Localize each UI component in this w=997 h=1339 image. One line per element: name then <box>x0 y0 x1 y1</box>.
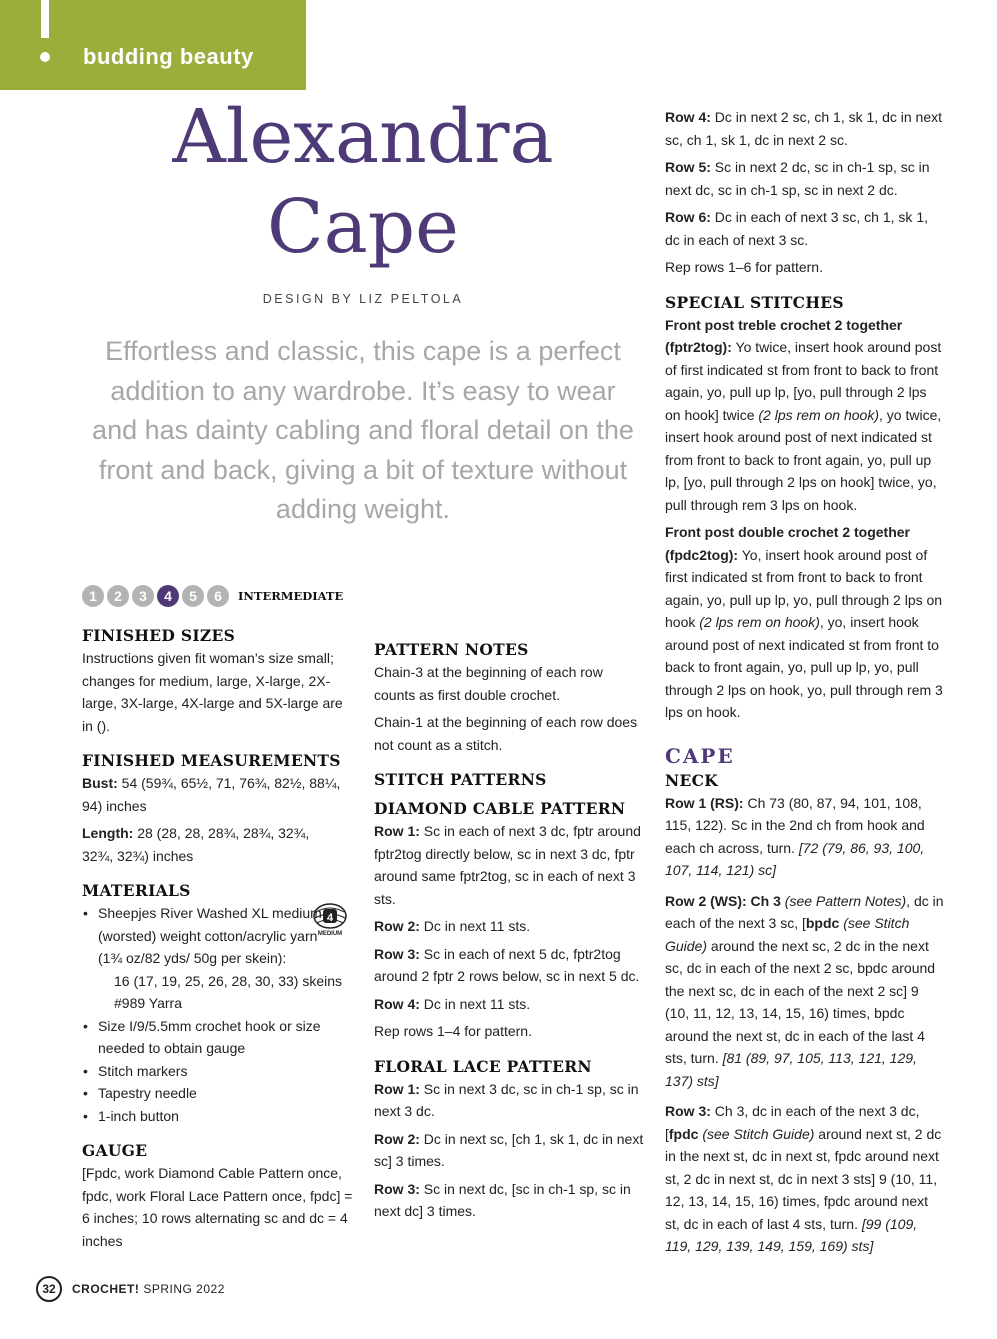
cape-row-1: Row 1 (RS): Ch 73 (80, 87, 94, 101, 108, 115, 122). Sc in the 2nd ch from hook and each ch across, turn. [72 (79, 86, 93, 100, 107, 114, 121) sc] <box>665 794 925 878</box>
fpdc2tog-definition: Front post double crochet 2 together (fpdc2tog): Yo, insert hook around post of first indicated st from front to back to front again, yo, pull up lp, yo, pull through 2 lps on hook (2 lps rem on hook), yo, insert hook around post of next indicated st from front to back to front again, yo, pull up lp, yo, pull through 2 lps on hook, yo, pull through rem 3 lps on hook. <box>665 524 943 720</box>
floral-repeat: Rep rows 1–6 for pattern. <box>665 259 823 275</box>
intro-text: Effortless and classic, this cape is a perfect addition to any wardrobe. It’s easy to wear and has dainty cabling and floral detail on the front and back, giving a bit of texture without adding weight. <box>92 336 634 524</box>
floral-row-3: Row 3: Sc in next dc, [sc in ch-1 sp, sc in next dc] 3 times. <box>374 1180 631 1219</box>
cape-heading: CAPE <box>665 743 735 768</box>
floral-row-5: Row 5: Sc in next 2 dc, sc in ch-1 sp, sc in next dc, sc in ch-1 sp, sc in next 2 dc. <box>665 159 930 198</box>
floral-row-1: Row 1: Sc in next 3 dc, sc in ch-1 sp, sc in next 3 dc. <box>374 1080 639 1119</box>
floral-row-4: Row 4: Dc in next 2 sc, ch 1, sk 1, dc in next sc, ch 1, sk 1, dc in next 2 sc. <box>665 109 942 148</box>
gauge-heading: GAUGE <box>82 1141 148 1160</box>
column-1 <box>82 584 353 1257</box>
finished-sizes-text: Instructions given fit woman’s size small; changes for medium, large, X-large, 2X-large, 3X-large, 4X-large and 5X-large are in (). <box>82 650 343 734</box>
page-number: 32 <box>36 1276 62 1302</box>
section-label: budding beauty <box>83 44 254 69</box>
gauge-text: [Fpdc, work Diamond Cable Pattern once, fpdc, work Floral Lace Pattern once, fpdc] = 6 inches; 10 rows alternating sc and dc = 4 inches <box>82 1165 353 1249</box>
pattern-title <box>90 92 636 272</box>
cape-row-3: Row 3: Ch 3, dc in each of the next 3 dc, [fpdc (see Stitch Guide) around next st, 2 dc in the next st, dc in next st, fpdc around next st, 2 dc in next st, dc in next 3 sts] 9 (10, 11, 12, 13, 14, 15, 16) times, fpdc around next st, dc in each of last 4 sts, turn. [99 (109, 119, 129, 139, 149, 159, 169) sts] <box>665 1103 942 1254</box>
pattern-notes-heading: PATTERN NOTES <box>374 640 529 659</box>
skill-dot-6: 6 <box>207 585 229 607</box>
special-stitches-heading: SPECIAL STITCHES <box>665 292 844 312</box>
title-line-2: Cape <box>267 184 459 270</box>
skill-dot-3: 3 <box>132 585 154 607</box>
materials-list <box>82 902 344 970</box>
svg-text:MEDIUM: MEDIUM <box>317 931 343 937</box>
materials-list-2 <box>82 1015 344 1128</box>
floral-lace-heading: FLORAL LACE PATTERN <box>374 1056 592 1076</box>
length-measurement: Length: 28 (28, 28, 28¾, 28¾, 32¾, 32¾, 32¾) inches <box>82 825 310 864</box>
column-2 <box>374 630 646 1228</box>
svg-text:4: 4 <box>326 912 334 924</box>
designer-credit: DESIGN BY LIZ PELTOLA <box>262 292 464 306</box>
diamond-row-3: Row 3: Sc in each of next 5 dc, fptr2tog around 2 fptr 2 rows below, sc in next 5 dc. <box>374 945 640 984</box>
issue-date: SPRING 2022 <box>143 1282 225 1296</box>
stitch-patterns-heading: STITCH PATTERNS <box>374 770 547 789</box>
diamond-repeat: Rep rows 1–4 for pattern. <box>374 1023 532 1039</box>
title-line-1: Alexandra <box>172 94 554 180</box>
materials-heading: MATERIALS <box>82 881 191 900</box>
skill-dot-2: 2 <box>107 585 129 607</box>
skill-level <box>82 584 344 608</box>
floral-row-6: Row 6: Dc in each of next 3 sc, ch 1, sk 1, dc in each of next 3 sc. <box>665 209 928 248</box>
fptr2tog-definition: Front post treble crochet 2 together (fptr2tog): Yo twice, insert hook around post of first indicated st from front to back to front again, yo, pull up lp, [yo, pull through 2 lps on hook] twice (2 lps rem on hook), yo twice, insert hook around post of next indicated st from front to back to front again, yo, pull up lp, [yo, pull through 2 lps on hook] twice, yo, pull through rem 3 lps on hook. <box>665 316 942 513</box>
material-button: • 1-inch button <box>82 1105 344 1128</box>
neck-heading: NECK <box>665 770 718 790</box>
material-yarn: • Sheepjes River Washed XL medium (worsted) weight cotton/acrylic yarn (1¾ oz/82 yds/ 50g per skein): <box>82 902 344 970</box>
material-markers: • Stitch markers <box>82 1060 344 1083</box>
measurements-heading: FINISHED MEASUREMENTS <box>82 751 341 770</box>
pattern-note-1: Chain-3 at the beginning of each row counts as first double crochet. <box>374 664 603 703</box>
skill-dot-1: 1 <box>82 585 104 607</box>
diamond-row-1: Row 1: Sc in each of next 3 dc, fptr around fptr2tog directly below, sc in next 3 dc, fptr around same fptr2tog, sc in each of next 3 sts. <box>374 823 641 907</box>
skill-dot-4: 4 <box>157 585 179 607</box>
section-tab <box>0 0 306 90</box>
materials-list-wrap <box>82 902 344 1127</box>
diamond-cable-heading: DIAMOND CABLE PATTERN <box>374 799 626 818</box>
page-footer <box>36 1277 225 1301</box>
skill-dot-5: 5 <box>182 585 204 607</box>
material-yarn-qty: 16 (17, 19, 25, 26, 28, 30, 33) skeins #989 Yarra <box>114 972 343 1011</box>
cape-row-2: Row 2 (WS): Ch 3 (see Pattern Notes), dc in each of the next 3 sc, [bpdc (see Stitch Guide) around the next sc, 2 dc in the next sc, dc in each of the next 2 sc, bpdc around the next sc, dc in each of the next 2 sc] 9 (10, 11, 12, 13, 14, 15, 16) times, bpdc around the next st, dc in each of the last 4 sts, turn. [81 (89, 97, 105, 113, 121, 129, 137) sts] <box>665 892 944 1089</box>
skill-label: INTERMEDIATE <box>238 589 344 603</box>
bust-measurement: Bust: 54 (59¾, 65½, 71, 76¾, 82½, 88¼, 94) inches <box>82 775 341 814</box>
exclamation-icon <box>36 0 54 70</box>
floral-row-2: Row 2: Dc in next sc, [ch 1, sk 1, dc in next sc] 3 times. <box>374 1130 644 1169</box>
diamond-row-4: Row 4: Dc in next 11 sts. <box>374 995 531 1012</box>
material-needle: • Tapestry needle <box>82 1082 344 1105</box>
finished-sizes-heading: FINISHED SIZES <box>82 626 236 645</box>
material-hook: • Size I/9/5.5mm crochet hook or size needed to obtain gauge <box>82 1015 344 1060</box>
pattern-note-2: Chain-1 at the beginning of each row does not count as a stitch. <box>374 714 638 753</box>
column-3 <box>665 106 945 1263</box>
magazine-name: CROCHET! <box>72 1282 140 1296</box>
diamond-row-2: Row 2: Dc in next 11 sts. <box>374 918 531 934</box>
